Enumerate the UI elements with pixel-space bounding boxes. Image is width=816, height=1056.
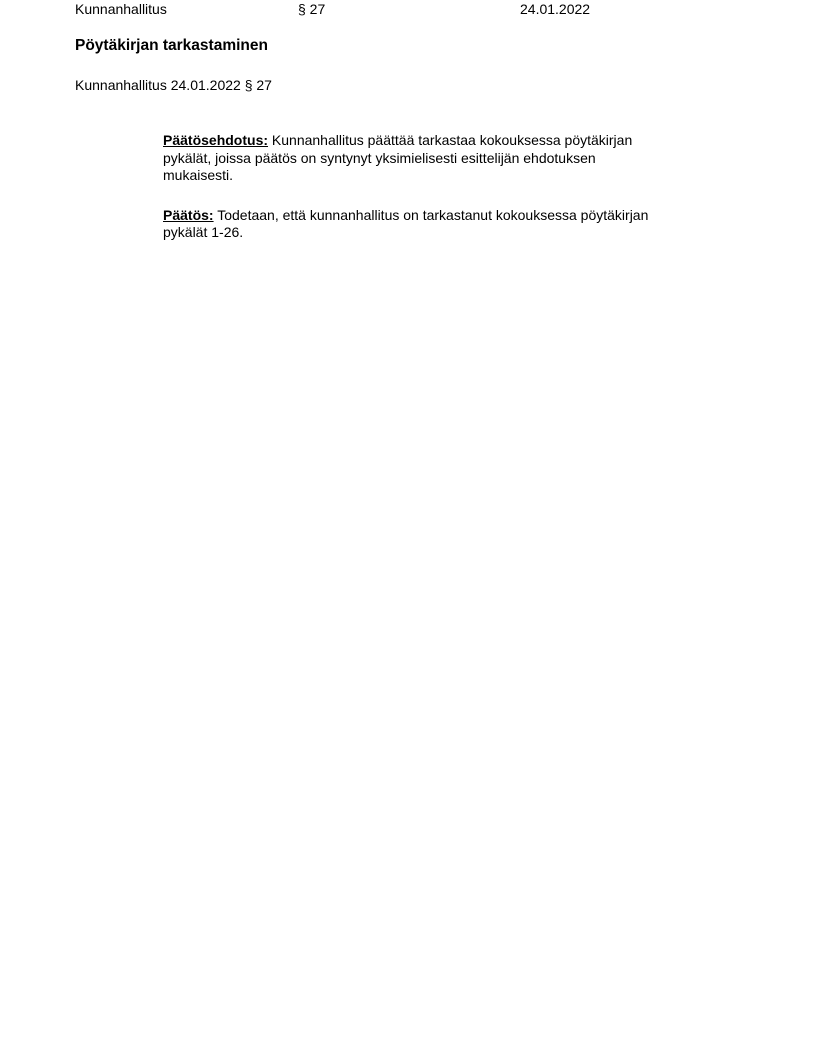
- document-header: [0, 1, 816, 19]
- paragraph-line: mukaisesti.: [163, 167, 234, 183]
- header-date: 24.01.2022: [520, 1, 591, 17]
- paragraph-text: Kunnanhallitus päättää tarkastaa kokouksessa pöytäkirjan: [271, 132, 633, 148]
- decision-proposal-label: Päätösehdotus:: [163, 132, 269, 148]
- paragraph-line: [163, 132, 743, 150]
- header-committee: Kunnanhallitus: [75, 1, 167, 17]
- paragraph-line: pykälät, joissa päätös on syntynyt yksimielisesti esittelijän ehdotuksen: [163, 149, 596, 166]
- page-title: Pöytäkirjan tarkastaminen: [75, 37, 268, 54]
- paragraph-text: Todetaan, että kunnanhallitus on tarkastanut kokouksessa pöytäkirjan: [217, 206, 649, 223]
- paragraph-decision-proposal: [163, 132, 743, 185]
- header-section-number: § 27: [298, 1, 326, 17]
- decision-label: Päätös:: [163, 206, 214, 223]
- document-body: [163, 132, 743, 242]
- paragraph-decision: [163, 207, 743, 242]
- paragraph-line: [163, 207, 743, 225]
- paragraph-line: pykälät 1-26.: [163, 224, 244, 240]
- section-subheading: Kunnanhallitus 24.01.2022 § 27: [75, 77, 272, 93]
